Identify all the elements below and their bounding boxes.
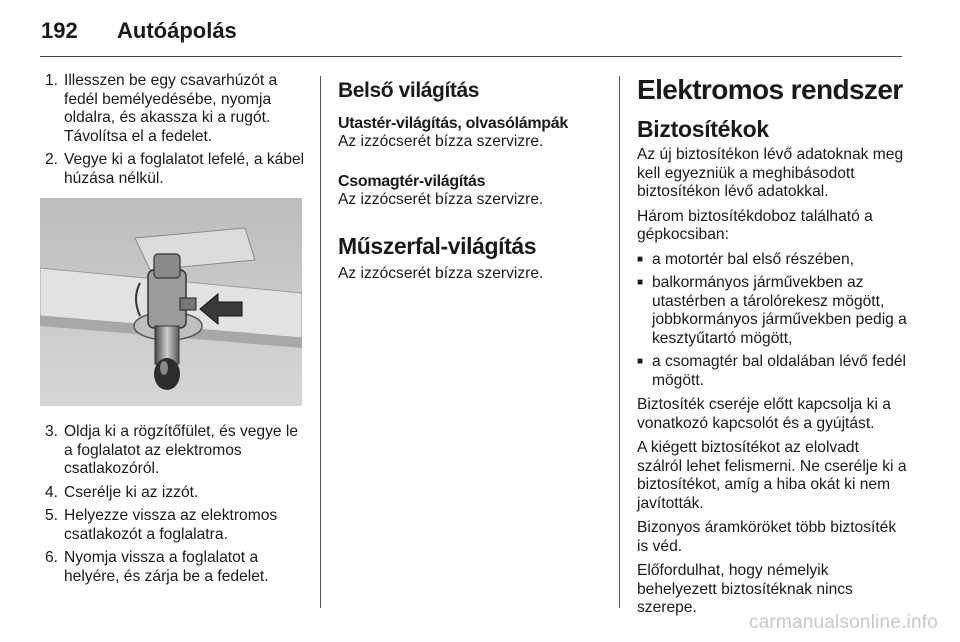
steps-list-a [45,72,307,188]
column-divider-2 [619,76,620,608]
column-2 [338,72,606,290]
bullet-icon: ■ [637,253,644,265]
step-text: Cserélje ki az izzót. [64,483,199,501]
page-header [41,18,237,48]
list-item [45,151,307,188]
step-number: 5. [45,507,59,524]
step-text: Helyezze vissza az elektromos csatlakozót a foglalatra. [64,507,278,543]
list-item-text: a motortér bal első részében, [652,250,854,268]
page-number: 192 [41,18,78,43]
list-item [45,72,307,146]
list-item-text: a csomagtér bal oldalában lévő fedél mögött. [652,353,906,389]
paragraph: Bizonyos áramköröket több biztosíték is véd. [637,519,897,555]
section-heading-dashboard-lighting: Műszerfal-világítás [338,233,537,259]
header-rule [40,56,902,57]
section-heading-interior-lighting: Belső világítás [338,79,480,102]
column-3 [637,72,907,624]
list-item [45,423,307,479]
column-divider-1 [320,76,321,608]
step-text: Illesszen be egy csavarhúzót a fedél bemélyedésébe, nyomja oldalra, és akassza ki a rugót. Távolítsa el a fedelet. [64,72,278,145]
list-item [45,507,307,544]
steps-list-b [45,423,307,586]
step-number: 1. [45,72,59,89]
page-title: Autóápolás [117,18,237,43]
step-number: 4. [45,483,59,501]
bullet-icon: ■ [637,277,644,288]
step-number: 3. [45,423,59,440]
watermark: carmanualsonline.info [748,612,938,633]
step-text: Oldja ki a rögzítőfület, és vegye le a foglalatot az elektromos csatlakozóról. [64,423,299,477]
list-item [45,549,307,586]
step-number: 2. [45,151,59,168]
list-item-text: balkormányos járművekben az utastérben a tárolórekesz mögött, jobbkormányos járművekben pedig a kesztyűtartó mögött, [652,274,907,347]
subheading-fuses: Biztosítékok [637,116,769,142]
spacer [338,158,606,172]
step-number: 6. [45,549,59,566]
step-text: Vegye ki a foglalatot lefelé, a kábel húzása nélkül. [64,151,305,187]
step-text: Nyomja vissza a foglalatot a helyére, és zárja be a fedelet. [64,549,269,585]
column-1 [45,72,307,591]
illustration-drawing [40,198,302,406]
paragraph: Az új biztosítékon lévő adatoknak meg kell egyezniük a meghibásodott biztosítékon lévő adatokkal. [637,146,904,200]
subheading-boot-lighting: Csomagtér-világítás [338,172,486,190]
fuse-box-locations-list [637,251,907,391]
paragraph: Az izzócserét bízza szervizre. [338,190,544,208]
paragraph: A kiégett biztosítékot az elolvadt szálról lehet felismerni. Ne cserélje ki a biztosítékot, amíg a hiba okát ki nem javították. [637,439,907,512]
paragraph: Biztosíték cseréje előtt kapcsolja ki a vonatkozó kapcsolót és a gyújtást. [637,396,891,432]
subheading-cabin-lights: Utastér-világítás, olvasólámpák [338,115,568,132]
paragraph: Az izzócserét bízza szervizre. [338,265,544,282]
list-item [637,274,907,348]
paragraph: Előfordulhat, hogy némelyik behelyezett biztosítéknak nincs szerepe. [637,562,853,616]
spacer [338,215,606,229]
list-item [45,484,307,503]
bullet-icon: ■ [637,356,644,367]
list-item [637,251,907,270]
bulb-socket-illustration [40,198,302,406]
paragraph: Három biztosítékdoboz található a gépkocsiban: [637,207,873,243]
paragraph: Az izzócserét bízza szervizre. [338,133,544,150]
list-item [637,353,907,390]
section-heading-electrical-system: Elektromos rendszer [637,74,903,105]
